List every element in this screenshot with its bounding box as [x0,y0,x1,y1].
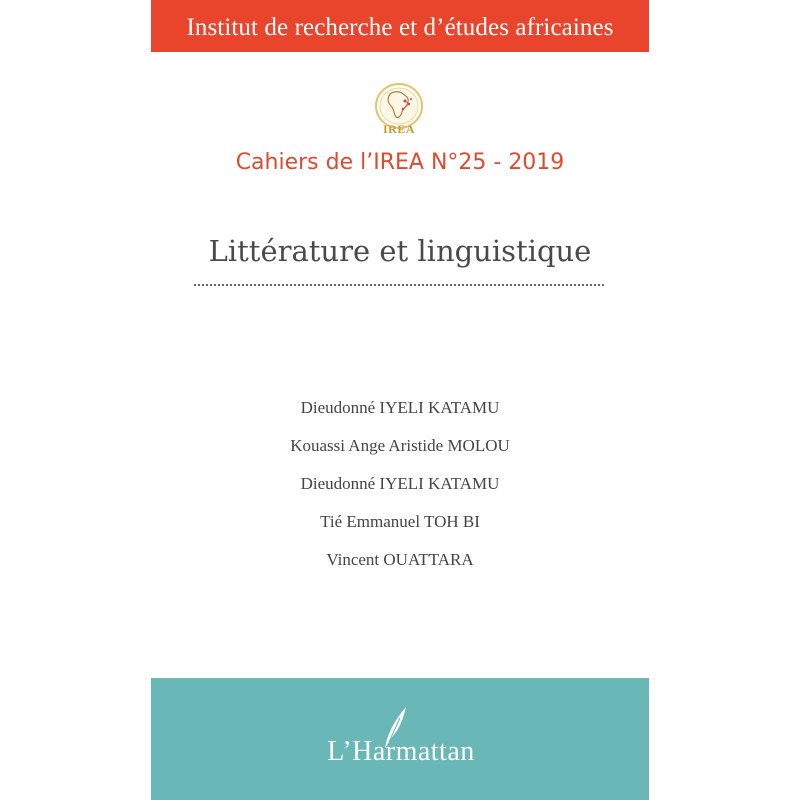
author-name: Dieudonné IYELI KATAMU [300,398,500,417]
series-title: Cahiers de l’IREA N°25 - 2019 [235,150,565,175]
author-name: Tié Emmanuel TOH BI [320,512,480,531]
author-name: Vincent OUATTARA [326,550,474,569]
book-cover [151,0,649,800]
bottom-banner [151,678,649,800]
publisher-name: L’Harmattan [327,736,475,767]
author-name: Dieudonné IYELI KATAMU [300,474,500,493]
top-banner [151,0,649,52]
author-list [151,398,649,588]
title-divider [194,284,604,286]
publisher-logo [311,702,491,782]
institute-name: Institut de recherche et d’études africaines [186,14,614,41]
author-name: Kouassi Ange Aristide MOLOU [290,436,510,455]
logo-caption: IREA [382,122,415,136]
irea-logo [367,82,431,140]
book-title: Littérature et linguistique [208,234,592,268]
